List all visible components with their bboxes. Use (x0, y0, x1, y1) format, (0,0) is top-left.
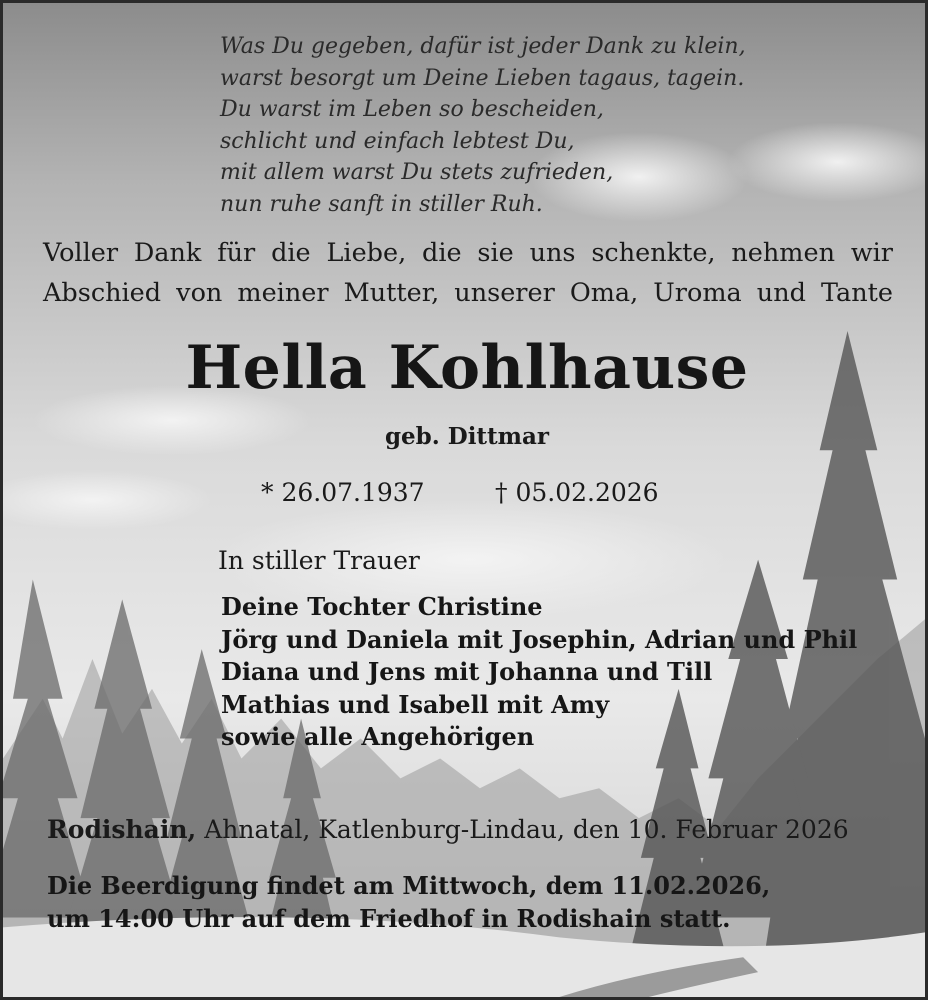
family-list (221, 591, 857, 754)
intro-line: Voller Dank für die Liebe, die sie uns schenkte, nehmen wir (43, 238, 893, 268)
poem-line: schlicht und einfach lebtest Du, (220, 128, 575, 154)
birth-date: * 26.07.1937 (261, 478, 425, 507)
family-member: Diana und Jens mit Johanna und Till (221, 657, 713, 686)
birth-name: geb. Dittmar (384, 423, 550, 450)
intro-text (43, 233, 893, 313)
family-member: Deine Tochter Christine (221, 592, 543, 621)
town-name: Rodishain, (47, 815, 197, 844)
family-member: Mathias und Isabell mit Amy (221, 689, 610, 719)
deceased-name: Hella Kohlhause (185, 333, 749, 403)
poem-line: mit allem warst Du stets zufrieden, (220, 160, 614, 185)
family-member: Jörg und Daniela mit Josephin, Adrian und Phil (221, 624, 858, 654)
memorial-poem (220, 31, 746, 220)
poem-line: Was Du gegeben, dafür ist jeder Dank zu klein, (220, 34, 746, 59)
funeral-line: um 14:00 Uhr auf dem Friedhof in Rodishain statt. (47, 904, 731, 933)
poem-line: Du warst im Leben so bescheiden, (220, 97, 604, 122)
place-date-text: Ahnatal, Katlenburg-Lindau, den 10. Februar 2026 (196, 815, 849, 844)
intro-line: Abschied von meiner Mutter, unserer Oma, Uroma und Tante (43, 278, 893, 308)
death-date: † 05.02.2026 (495, 478, 659, 507)
funeral-info (47, 869, 770, 935)
poem-line: nun ruhe sanft in stiller Ruh. (220, 191, 543, 217)
poem-line: warst besorgt um Deine Lieben tagaus, tagein. (220, 65, 745, 91)
mourning-label: In stiller Trauer (218, 546, 420, 575)
place-and-date-line (47, 811, 849, 849)
family-member: sowie alle Angehörigen (221, 722, 535, 751)
funeral-line: Die Beerdigung findet am Mittwoch, dem 11.02.2026, (47, 871, 771, 900)
